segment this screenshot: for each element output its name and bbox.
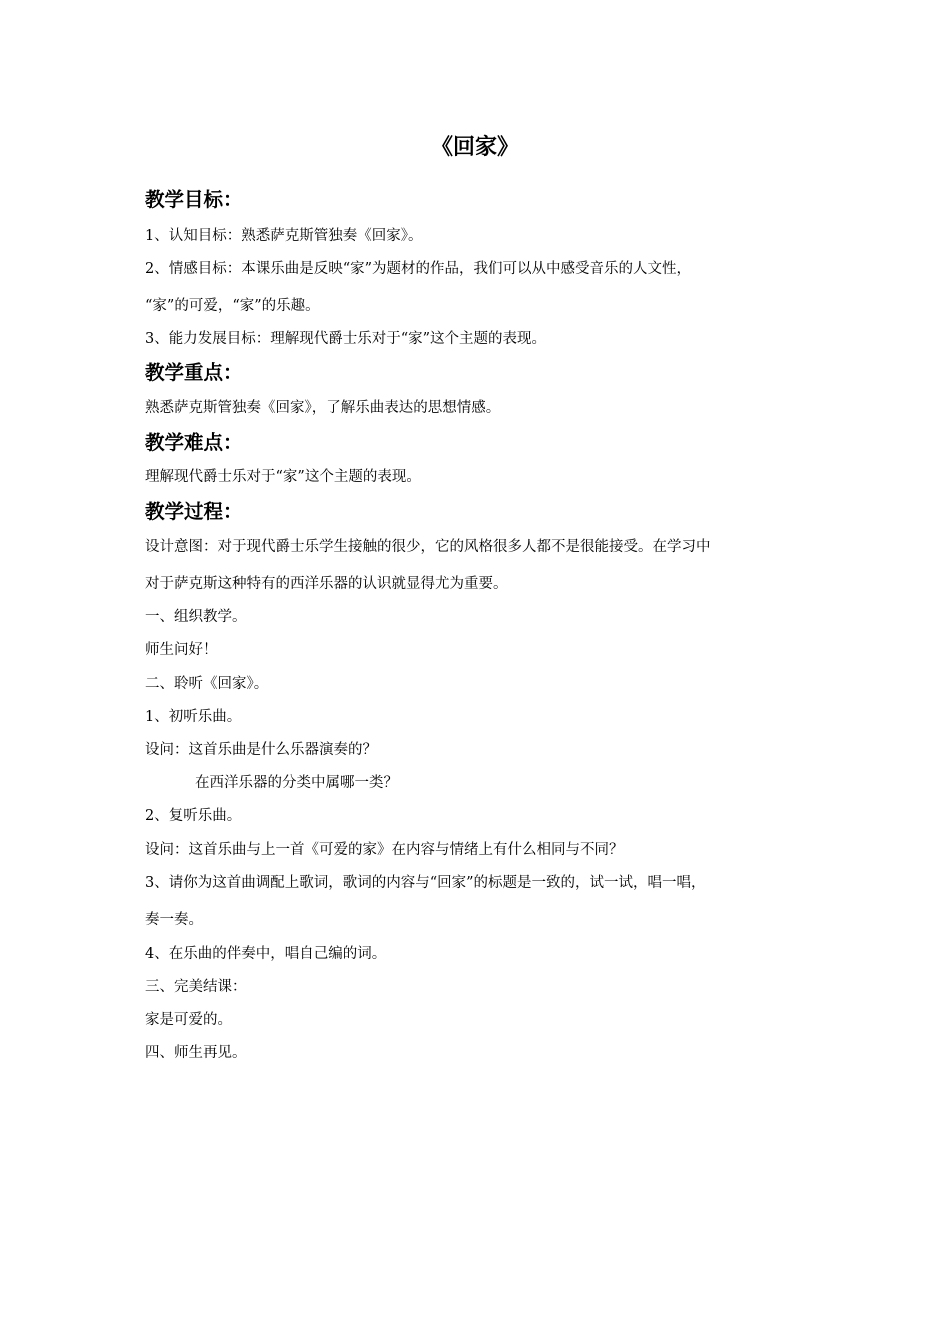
objective-line-2: 2、情感目标：本课乐曲是反映“家”为题材的作品，我们可以从中感受音乐的人文性， [145, 261, 692, 277]
process-line-2: 对于萨克斯这种特有的西洋乐器的认识就显得尤为重要。 [145, 576, 508, 592]
objective-line-4: 3、能力发展目标：理解现代爵士乐对于“家”这个主题的表现。 [145, 331, 547, 347]
process-line-11: 3、请你为这首曲调配上歌词，歌词的内容与“回家”的标题是一致的，试一试，唱一唱， [145, 875, 706, 891]
process-line-14: 三、完美结课： [145, 979, 247, 995]
key-point-line-1: 熟悉萨克斯管独奏《回家》，了解乐曲表达的思想情感。 [145, 400, 501, 416]
process-line-5: 二、聆听《回家》。 [145, 676, 269, 692]
objective-line-1: 1、认知目标：熟悉萨克斯管独奏《回家》。 [145, 228, 423, 244]
process-line-16: 四、师生再见。 [145, 1045, 247, 1061]
process-line-9: 2、复听乐曲。 [145, 808, 242, 824]
heading-objectives: 教学目标： [145, 188, 243, 211]
process-line-6: 1、初听乐曲。 [145, 709, 242, 725]
process-line-10: 设问：这首乐曲与上一首《可爱的家》在内容与情绪上有什么相同与不同？ [145, 842, 624, 858]
document-title: 《回家》 [430, 135, 519, 160]
objective-line-3: “家”的可爱，“家”的乐趣。 [145, 298, 320, 314]
process-line-3: 一、组织教学。 [145, 609, 247, 625]
process-line-8: 在西洋乐器的分类中属哪一类？ [195, 775, 398, 791]
difficulty-line-1: 理解现代爵士乐对于“家”这个主题的表现。 [145, 469, 421, 485]
process-line-12: 奏一奏。 [145, 912, 203, 928]
process-line-7: 设问：这首乐曲是什么乐器演奏的？ [145, 742, 377, 758]
heading-difficulties: 教学难点： [145, 431, 243, 454]
process-line-15: 家是可爱的。 [145, 1012, 232, 1028]
heading-key-points: 教学重点： [145, 361, 243, 384]
heading-process: 教学过程： [145, 500, 243, 523]
process-line-13: 4、在乐曲的伴奏中，唱自己编的词。 [145, 946, 387, 962]
process-line-4: 师生问好！ [145, 642, 218, 658]
process-line-1: 设计意图：对于现代爵士乐学生接触的很少，它的风格很多人都不是很能接受。在学习中 [145, 539, 711, 555]
